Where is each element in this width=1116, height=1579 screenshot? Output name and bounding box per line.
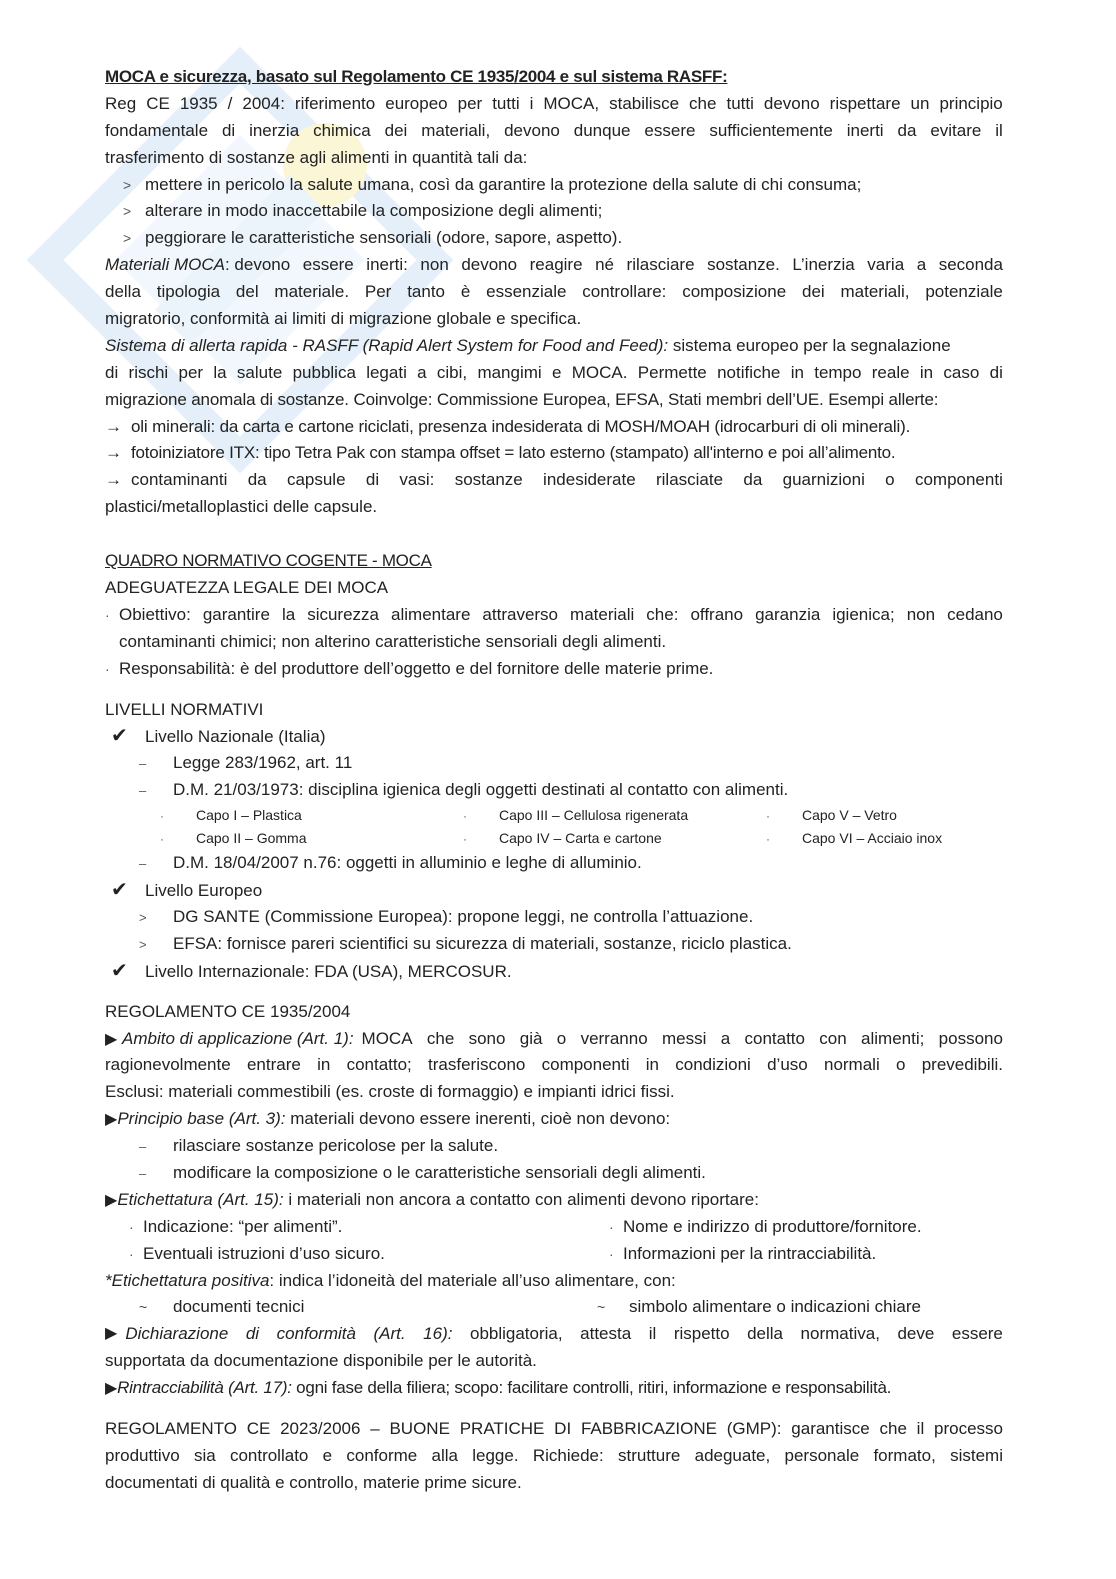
section-title-moca-sicurezza: MOCA e sicurezza, basato sul Regolamento CE 1935/2004 e sul sistema RASFF:	[105, 67, 728, 86]
arrow-icon: →	[105, 416, 122, 436]
checkmark-icon: ✔	[111, 879, 128, 902]
word: già	[519, 1028, 543, 1048]
arrow-icon: →	[105, 470, 122, 490]
word: di	[105, 362, 119, 382]
word: i	[529, 93, 534, 113]
word: prevedibili.	[921, 1055, 1003, 1075]
word: contaminanti	[131, 470, 228, 490]
para-ambito-line-1: ▶ Ambito di applicazione (Art. 1): MOCA che sono già o verranno messi a contatto con alimenti; possono	[105, 1026, 1003, 1053]
checkmark-icon: ✔	[111, 725, 128, 748]
word: sono	[468, 1028, 506, 1048]
word: di	[245, 1324, 260, 1344]
list-item: > alterare in modo inaccettabile la composizione degli alimenti;	[123, 201, 603, 221]
word: obbligatoria,	[469, 1324, 563, 1344]
para-moca-line-2	[105, 279, 1003, 306]
sub-item: > EFSA: fornisce pareri scientifici su sicurezza di materiali, sostanze, riciclo plastica.	[139, 933, 792, 953]
word: rispettare	[829, 93, 901, 113]
word: europeo	[385, 93, 448, 113]
word: 16):	[423, 1324, 453, 1344]
word: indesiderate	[543, 470, 636, 490]
capi-row: · Capo I – Plastica · Capo III – Cellulosa rigenerata · Capo V – Vetro	[160, 807, 897, 824]
word: o	[895, 1055, 906, 1075]
word: ragionevolmente	[105, 1055, 231, 1075]
word: conformità	[276, 1324, 356, 1344]
word: essere	[302, 255, 354, 275]
word: strutture	[617, 1445, 681, 1465]
arrow-icon: →	[105, 443, 122, 463]
word: formato,	[873, 1445, 936, 1465]
para-principio: ▶Principio base (Art. 3): materiali devono essere inerenti, cioè non devono:	[105, 1109, 671, 1129]
word: a	[720, 1028, 731, 1048]
word: la	[281, 604, 296, 624]
triangle-bullet-icon: ▶	[105, 1191, 118, 1209]
word: chimica	[313, 120, 371, 140]
word: adeguate,	[694, 1445, 771, 1465]
word: (Art.	[373, 1324, 406, 1344]
word: varia	[867, 255, 905, 275]
word: BUONE	[389, 1418, 450, 1438]
word: guarnizioni	[782, 470, 865, 490]
word: garantisce	[791, 1418, 870, 1438]
section-title-reg-1935: REGOLAMENTO CE 1935/2004	[105, 1001, 351, 1021]
word: materiali,	[421, 120, 491, 140]
para-ambito-line-2	[105, 1052, 1003, 1079]
word: DI	[554, 1418, 572, 1438]
word: MOCA,	[543, 93, 600, 113]
para-reg-line-2	[105, 118, 1003, 145]
word: condizioni	[675, 1055, 751, 1075]
word: alimentare	[391, 604, 471, 624]
alert-item: → oli minerali: da carta e cartone riciclati, presenza indesiderata di MOSH/MOAH (idrocarburi di oli minerali).	[105, 414, 1003, 441]
word: PRATICHE	[459, 1418, 545, 1438]
word: Per	[364, 282, 392, 302]
word: produttivo	[105, 1445, 180, 1465]
word: con	[819, 1028, 847, 1048]
word: tanto	[407, 282, 445, 302]
triangle-bullet-icon: ▶	[105, 1325, 118, 1343]
word: di	[989, 362, 1003, 382]
word: che	[426, 1028, 455, 1048]
etpos-row: ~ documenti tecnici ~ simbolo alimentare o indicazioni chiare	[139, 1297, 921, 1317]
checkmark-icon: ✔	[111, 959, 128, 982]
word: MOCA.	[571, 362, 628, 382]
word: tutti	[492, 93, 520, 113]
para-moca-line-1: Materiali MOCA: devono essere inerti: non devono reagire né rilasciare sostanze. L’inerzia varia a seconda	[105, 252, 1003, 279]
word: del	[235, 282, 259, 302]
word: legati	[366, 362, 407, 382]
word: per	[178, 362, 204, 382]
sub-item: – rilasciare sostanze pericolose per la salute.	[139, 1136, 499, 1156]
word: conforme	[346, 1445, 418, 1465]
word: e	[322, 1445, 333, 1465]
word: CE	[246, 1418, 271, 1438]
word: composizione	[682, 282, 787, 302]
word: pubblica	[292, 362, 356, 382]
alert-item-cont: plastici/metalloplastici delle capsule.	[105, 497, 378, 517]
word: in	[919, 362, 934, 382]
para-reg-2023-line-3: documentati di qualità e controllo, materie prime sicure.	[105, 1472, 522, 1492]
word: sostanze	[454, 470, 523, 490]
word: a	[916, 255, 927, 275]
alert-item	[105, 467, 1003, 494]
word: capsule	[286, 470, 346, 490]
word: Reg	[105, 93, 137, 113]
word: il	[916, 1418, 925, 1438]
word: un	[910, 93, 930, 113]
word: il	[648, 1324, 657, 1344]
word: offrano	[690, 604, 744, 624]
word: garantire	[202, 604, 270, 624]
sub-item: > DG SANTE (Commissione Europea): propone leggi, ne controlla l’attuazione.	[139, 906, 754, 926]
word: da	[247, 470, 267, 490]
list-item: · Obiettivo: garantire la sicurezza alimentare attraverso materiali che: offrano garanzia igienica; non cedano	[105, 602, 1003, 629]
para-moca-line-3: migratorio, conformità ai limiti di migrazione globale e specifica.	[105, 309, 582, 329]
word: di	[221, 120, 236, 140]
word: stabilisce	[609, 93, 680, 113]
word: dei	[384, 120, 408, 140]
word: inerzia	[249, 120, 300, 140]
word: vasi:	[399, 470, 435, 490]
word: contatto;	[346, 1055, 412, 1075]
word: da	[743, 470, 763, 490]
word: REGOLAMENTO	[105, 1418, 237, 1438]
word: e	[551, 362, 562, 382]
para-dichiarazione-line-1	[105, 1321, 1003, 1348]
sub-item: – D.M. 18/04/2007 n.76: oggetti in alluminio e leghe di alluminio.	[139, 853, 642, 873]
word: caso	[943, 362, 980, 382]
triangle-bullet-icon: ▶	[105, 1380, 118, 1398]
word: cedano	[947, 604, 1003, 624]
word: sicurezza	[307, 604, 380, 624]
word: non	[420, 255, 449, 275]
word: inerti:	[366, 255, 408, 275]
word: FABBRICAZIONE	[580, 1418, 717, 1438]
word: igienica;	[832, 604, 895, 624]
word: normativa,	[800, 1324, 880, 1344]
para-reg-line-1	[105, 91, 1003, 118]
word: fondamentale	[105, 120, 209, 140]
list-item: > mettere in pericolo la salute umana, così da garantire la protezione della salute di chi consuma;	[123, 174, 862, 194]
word: CE	[146, 93, 170, 113]
subheading-adeguatezza: ADEGUATEZZA LEGALE DEI MOCA	[105, 578, 389, 598]
word: principio	[939, 93, 1003, 113]
word: essere	[951, 1324, 1003, 1344]
word: rispetto	[673, 1324, 730, 1344]
word: Obiettivo:	[119, 604, 191, 624]
word: rilasciare	[626, 255, 695, 275]
word: legge.	[472, 1445, 519, 1465]
para-rasff-line-3: migrazione anomala di sostanze. Coinvolge: Commissione Europea, EFSA, Stati membri dell’UE. Esempi allerte:	[105, 389, 939, 409]
word: è	[460, 282, 471, 302]
word: attraverso	[482, 604, 559, 624]
word: verranno	[580, 1028, 648, 1048]
word: reale	[871, 362, 910, 382]
word: 1935	[179, 93, 218, 113]
moca-label: Materiali MOCA	[105, 255, 225, 275]
word: materiali	[570, 604, 635, 624]
word: sistemi	[950, 1445, 1003, 1465]
word: dunque	[573, 120, 631, 140]
sub-item: – D.M. 21/03/1973: disciplina igienica degli oggetti destinati al contatto con alimenti.	[139, 780, 789, 800]
word: devono	[763, 93, 820, 113]
word: garanzia	[755, 604, 821, 624]
word: non	[906, 604, 936, 624]
word: d’uso	[767, 1055, 808, 1075]
word: reagire	[529, 255, 583, 275]
para-dichiarazione-line-2: supportata da documentazione disponibile per le autorità.	[105, 1351, 537, 1371]
word: componenti	[914, 470, 1003, 490]
word: la	[213, 362, 227, 382]
word: tempo	[814, 362, 862, 382]
word: riferimento	[294, 93, 376, 113]
word: controllare:	[582, 282, 667, 302]
word: mangimi	[477, 362, 542, 382]
word: essere	[644, 120, 696, 140]
word: Permette	[637, 362, 707, 382]
word: /	[227, 93, 233, 113]
word: tipologia	[156, 282, 221, 302]
list-item: > peggiorare le caratteristiche sensoriali (odore, sapore, aspetto).	[123, 228, 623, 248]
sub-item: – modificare la composizione o le caratteristiche sensoriali degli alimenti.	[139, 1162, 706, 1182]
word: in	[645, 1055, 659, 1075]
para-etichettatura-positiva: *Etichettatura positiva: indica l’idoneità del materiale all’uso alimentare, con:	[105, 1270, 676, 1290]
word: deve	[897, 1324, 935, 1344]
level-item: ✔ Livello Internazionale: FDA (USA), MERCOSUR.	[105, 958, 1003, 985]
rasff-label: Sistema di allerta rapida - RASFF (Rapid Alert System for Food and Feed):	[105, 335, 669, 355]
para-etichettatura: ▶Etichettatura (Art. 15): i materiali non ancora a contatto con alimenti devono riportare:	[105, 1189, 759, 1209]
word: evitare	[930, 120, 982, 140]
word: 2004:	[242, 93, 285, 113]
level-item: ✔ Livello Nazionale (Italia)	[105, 723, 1003, 750]
list-item: · Responsabilità: è del produttore dell’oggetto e del fornitore delle materie prime.	[105, 658, 714, 678]
word: entrare	[246, 1055, 301, 1075]
para-rasff-line-1: Sistema di allerta rapida - RASFF (Rapid Alert System for Food and Feed): sistema europeo per la segnalazione	[105, 335, 951, 355]
word: sufficientemente	[709, 120, 833, 140]
word: attesta	[580, 1324, 632, 1344]
word: personale	[784, 1445, 860, 1465]
word: essenziale	[486, 282, 567, 302]
word: della	[747, 1324, 784, 1344]
word: Richiede:	[532, 1445, 604, 1465]
word: né	[595, 255, 614, 275]
word: controllato	[229, 1445, 309, 1465]
word: Dichiarazione	[125, 1324, 229, 1344]
word: salute	[236, 362, 283, 382]
para-reg-2023-line-2	[105, 1443, 1003, 1470]
word: il	[995, 120, 1003, 140]
word: rischi	[128, 362, 169, 382]
section-title-quadro-normativo: QUADRO NORMATIVO COGENTE - MOCA	[105, 551, 432, 571]
word: contatto	[744, 1028, 805, 1048]
word: rilasciate	[655, 470, 724, 490]
word: componenti	[541, 1055, 630, 1075]
word: potenziale	[925, 282, 1003, 302]
word: che:	[646, 604, 679, 624]
para-reg-line-3: trasferimento di sostanze agli alimenti in quantità tali da:	[105, 147, 528, 167]
word: della	[105, 282, 141, 302]
para-rasff-line-2	[105, 360, 1003, 387]
alert-item: → fotoiniziatore ITX: tipo Tetra Pak con stampa offset = lato esterno (stampato) all'interno e poi all’alimento.	[105, 440, 1003, 467]
word: processo	[934, 1418, 1003, 1438]
word: L’inerzia	[792, 255, 855, 275]
triangle-bullet-icon: ▶	[105, 1030, 118, 1048]
word: –	[370, 1418, 380, 1438]
word: inerti	[846, 120, 884, 140]
word: cibi,	[436, 362, 468, 382]
word: materiale.	[274, 282, 350, 302]
word: o	[885, 470, 895, 490]
word: in	[790, 362, 804, 382]
word: alimenti;	[861, 1028, 925, 1048]
triangle-bullet-icon: ▶	[105, 1111, 118, 1129]
word: devono	[504, 120, 560, 140]
word: possono	[938, 1028, 1003, 1048]
word: sostanze.	[707, 255, 780, 275]
word: MOCA	[361, 1028, 413, 1048]
word: alla	[431, 1445, 458, 1465]
word: da	[897, 120, 917, 140]
word: materiali,	[840, 282, 910, 302]
word: normali	[823, 1055, 880, 1075]
para-ambito-line-3: Esclusi: materiali commestibili (es. croste di formaggio) e impianti idrici fissi.	[105, 1082, 675, 1102]
word: trasferiscono	[428, 1055, 526, 1075]
etich-row: · Indicazione: “per alimenti”. · Nome e indirizzo di produttore/fornitore.	[129, 1216, 922, 1236]
word: che	[879, 1418, 907, 1438]
word: 2023/2006	[280, 1418, 361, 1438]
word: seconda	[938, 255, 1003, 275]
word: dei	[802, 282, 825, 302]
word: tutti	[726, 93, 754, 113]
sub-item: – Legge 283/1962, art. 11	[139, 753, 353, 773]
para-reg-2023-line-1	[105, 1416, 1003, 1443]
word: notifiche	[717, 362, 781, 382]
word: di	[365, 470, 380, 490]
list-item-cont: contaminanti chimici; non alterino caratteristiche sensoriali degli alimenti.	[119, 631, 667, 651]
subheading-livelli: LIVELLI NORMATIVI	[105, 699, 264, 719]
word: in	[317, 1055, 331, 1075]
capi-row: · Capo II – Gomma · Capo IV – Carta e cartone · Capo VI – Acciaio inox	[160, 830, 943, 847]
document-page	[105, 64, 1003, 1497]
word: per	[457, 93, 483, 113]
word: o	[556, 1028, 567, 1048]
word: che	[689, 93, 717, 113]
word: a	[417, 362, 427, 382]
word: devono	[461, 255, 518, 275]
level-item: ✔ Livello Europeo	[105, 877, 1003, 904]
word: sia	[193, 1445, 216, 1465]
word: (GMP):	[726, 1418, 782, 1438]
etich-row: · Eventuali istruzioni d’uso sicuro. · Informazioni per la rintracciabilità.	[129, 1243, 877, 1263]
para-rintracciabilita: ▶Rintracciabilità (Art. 17): ogni fase della filiera; scopo: facilitare controlli, ritiri, informazione e responsabilità.	[105, 1378, 892, 1398]
word: messi	[661, 1028, 707, 1048]
